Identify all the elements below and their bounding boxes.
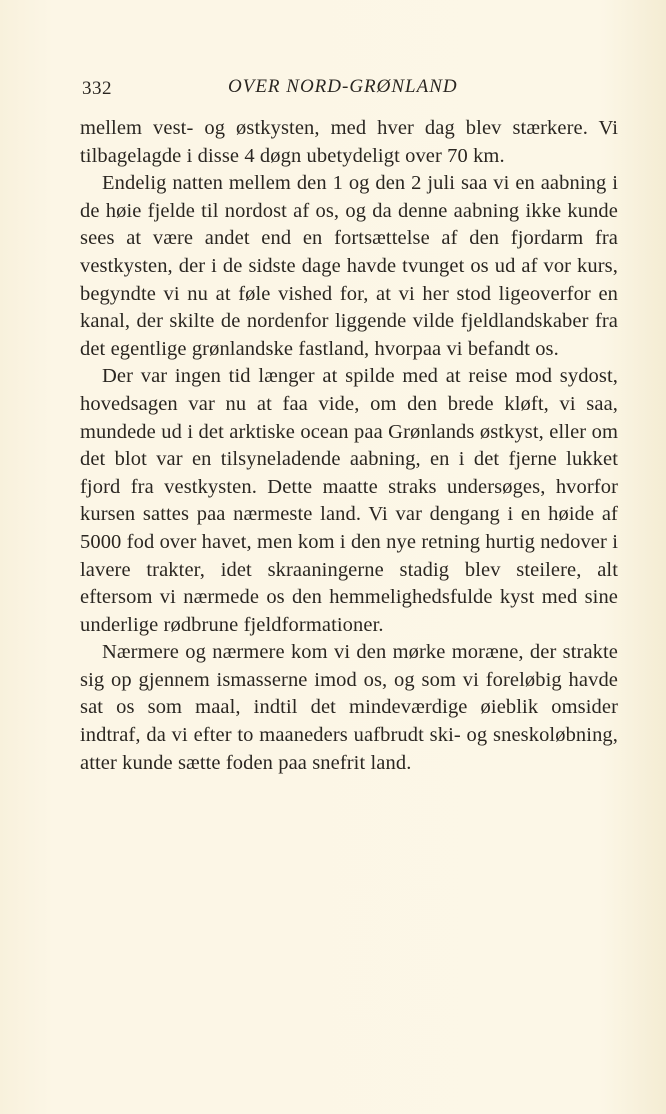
paragraph: Endelig natten mellem den 1 og den 2 juli saa vi en aabning i de høie fjelde til nordost af os, og da denne aabning ikke kunde sees at være andet end en fortsættelse af den fjordarm fra vestkysten, der i de sidste dage havde tvunget os ud af vor kurs, begyndte vi nu at føle vished for, at vi her stod ligeoverfor en kanal, der skilte de nordenfor liggende vilde fjeldlandskaber fra det egentlige grønlandske fastland, hvorpaa vi befandt os. bbox=[80, 172, 618, 360]
paragraph: Nærmere og nærmere kom vi den mørke moræne, der strakte sig op gjennem ismasserne imod os, og som vi foreløbig havde sat os som maal, indtil det mindeværdige øieblik omsider indtraf, da vi efter to maaneders uafbrudt ski- og sneskoløbning, atter kunde sætte foden paa snefrit land. bbox=[80, 641, 618, 774]
page-number: 332 bbox=[82, 78, 112, 99]
paragraph: Der var ingen tid længer at spilde med at reise mod sydost, hovedsagen var nu at faa vide, om den brede kløft, vi saa, mundede ud i det arktiske ocean paa Grønlands østkyst, eller om det blot var en tilsyneladende aabning, en i det fjerne lukket fjord fra vestkysten. Dette maatte straks undersøges, hvorfor kursen sattes paa nærmeste land. Vi var dengang i en høide af 5000 fod over havet, men kom i den nye retning hurtig nedover i lavere trakter, idet skraaningerne stadig blev steilere, alt eftersom vi nærmede os den hemmelighedsfulde kyst med sine underlige rødbrune fjeldformationer. bbox=[80, 365, 618, 636]
page-header bbox=[82, 76, 618, 102]
paragraph: mellem vest- og østkysten, med hver dag blev stærkere. Vi tilbagelagde i disse 4 døgn ubetydeligt over 70 km. bbox=[80, 117, 618, 167]
running-title: OVER NORD-GRØNLAND bbox=[228, 76, 458, 97]
body-text bbox=[80, 115, 618, 777]
